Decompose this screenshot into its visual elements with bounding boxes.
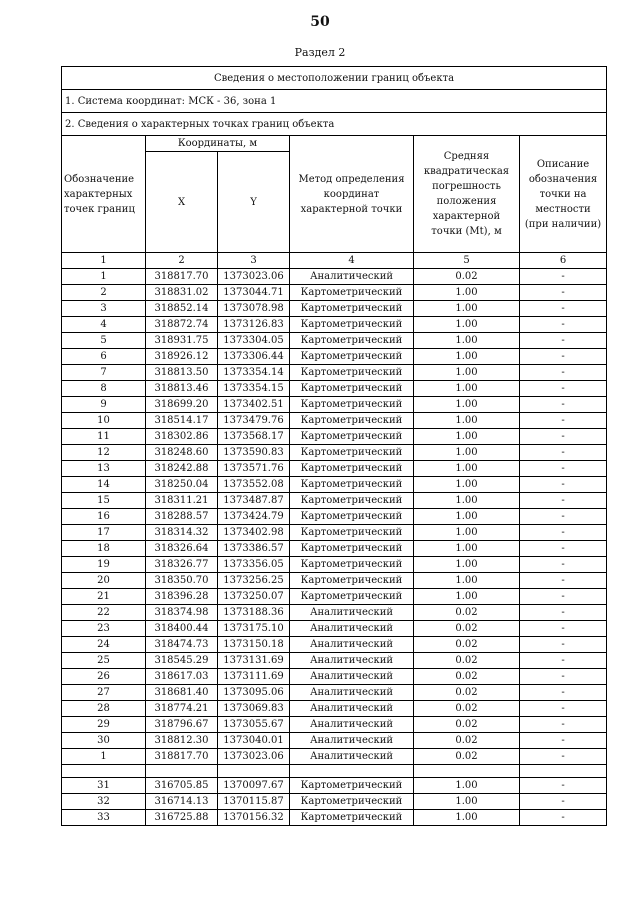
header-point-label: Обозначение характерных точек границ bbox=[62, 136, 146, 253]
table-cell: 1.00 bbox=[414, 301, 520, 317]
table-cell: Картометрический bbox=[290, 365, 414, 381]
table-cell: 318248.60 bbox=[146, 445, 218, 461]
table-cell: 0.02 bbox=[414, 717, 520, 733]
table-cell: Картометрический bbox=[290, 333, 414, 349]
table-cell: 19 bbox=[62, 557, 146, 573]
table-cell: - bbox=[520, 541, 607, 557]
table-cell: 1373111.69 bbox=[218, 669, 290, 685]
table-cell: - bbox=[520, 429, 607, 445]
table-cell: 318813.46 bbox=[146, 381, 218, 397]
table-cell: - bbox=[520, 349, 607, 365]
table-row bbox=[62, 749, 607, 765]
table-cell: - bbox=[520, 701, 607, 717]
table-cell: 0.02 bbox=[414, 749, 520, 765]
column-number: 6 bbox=[520, 253, 607, 269]
table-cell: 318326.77 bbox=[146, 557, 218, 573]
table-cell: Аналитический bbox=[290, 685, 414, 701]
table-cell: Картометрический bbox=[290, 525, 414, 541]
table-cell: 1.00 bbox=[414, 365, 520, 381]
table-cell: Аналитический bbox=[290, 637, 414, 653]
table-cell: 1.00 bbox=[414, 477, 520, 493]
table-cell: Картометрический bbox=[290, 397, 414, 413]
table-cell: 318681.40 bbox=[146, 685, 218, 701]
table-cell: 318813.50 bbox=[146, 365, 218, 381]
table-cell: - bbox=[520, 637, 607, 653]
table-row bbox=[62, 301, 607, 317]
table-row bbox=[62, 349, 607, 365]
table-cell: 15 bbox=[62, 493, 146, 509]
table-cell: 1373250.07 bbox=[218, 589, 290, 605]
table-cell: - bbox=[520, 557, 607, 573]
table-cell: 1.00 bbox=[414, 794, 520, 810]
table-cell: 318831.02 bbox=[146, 285, 218, 301]
empty-cell bbox=[218, 765, 290, 778]
column-number: 2 bbox=[146, 253, 218, 269]
table-cell: 1373306.44 bbox=[218, 349, 290, 365]
table-cell: 0.02 bbox=[414, 733, 520, 749]
table-cell: 0.02 bbox=[414, 685, 520, 701]
table-cell: 1370097.67 bbox=[218, 778, 290, 794]
table-cell: 0.02 bbox=[414, 605, 520, 621]
table-cell: 318514.17 bbox=[146, 413, 218, 429]
table-cell: 9 bbox=[62, 397, 146, 413]
table-cell: Картометрический bbox=[290, 778, 414, 794]
column-number: 3 bbox=[218, 253, 290, 269]
table-cell: 0.02 bbox=[414, 701, 520, 717]
table-cell: Картометрический bbox=[290, 557, 414, 573]
table-cell: 24 bbox=[62, 637, 146, 653]
header-error: Средняя квадратическая погрешность положения характерной точки (Mt), м bbox=[414, 136, 520, 253]
table-cell: 1373356.05 bbox=[218, 557, 290, 573]
table-row bbox=[62, 589, 607, 605]
table-cell: Картометрический bbox=[290, 445, 414, 461]
table-cell: - bbox=[520, 381, 607, 397]
table-cell: - bbox=[520, 445, 607, 461]
table-title: Сведения о местоположении границ объекта bbox=[62, 67, 607, 90]
table-cell: 22 bbox=[62, 605, 146, 621]
table-cell: 318350.70 bbox=[146, 573, 218, 589]
table-cell: 1.00 bbox=[414, 317, 520, 333]
table-row bbox=[62, 669, 607, 685]
table-cell: - bbox=[520, 301, 607, 317]
header-method: Метод определения координат характерной точки bbox=[290, 136, 414, 253]
table-row bbox=[62, 653, 607, 669]
table-cell: 0.02 bbox=[414, 621, 520, 637]
table-cell: 11 bbox=[62, 429, 146, 445]
table-row bbox=[62, 461, 607, 477]
table-cell: 318852.14 bbox=[146, 301, 218, 317]
table-cell: 0.02 bbox=[414, 669, 520, 685]
table-cell: 1373402.98 bbox=[218, 525, 290, 541]
table-row bbox=[62, 509, 607, 525]
table-cell: 1.00 bbox=[414, 397, 520, 413]
table-cell: - bbox=[520, 461, 607, 477]
table-cell: 3 bbox=[62, 301, 146, 317]
table-cell: 1373078.98 bbox=[218, 301, 290, 317]
table-cell: Картометрический bbox=[290, 461, 414, 477]
table-row bbox=[62, 285, 607, 301]
table-cell: 318545.29 bbox=[146, 653, 218, 669]
table-cell: 6 bbox=[62, 349, 146, 365]
column-number: 4 bbox=[290, 253, 414, 269]
table-cell: 0.02 bbox=[414, 269, 520, 285]
table-cell: 318374.98 bbox=[146, 605, 218, 621]
section-title: Раздел 2 bbox=[294, 46, 346, 59]
table-cell: 7 bbox=[62, 365, 146, 381]
table-row bbox=[62, 605, 607, 621]
table-row bbox=[62, 477, 607, 493]
table-cell: Аналитический bbox=[290, 269, 414, 285]
table-cell: 13 bbox=[62, 461, 146, 477]
table-cell: Картометрический bbox=[290, 381, 414, 397]
table-cell: 1.00 bbox=[414, 381, 520, 397]
table-cell: - bbox=[520, 794, 607, 810]
table-cell: 1373402.51 bbox=[218, 397, 290, 413]
empty-cell bbox=[62, 765, 146, 778]
table-row bbox=[62, 333, 607, 349]
coordinate-system: 1. Система координат: МСК - 36, зона 1 bbox=[62, 90, 607, 113]
table-cell: - bbox=[520, 397, 607, 413]
table-cell: 1373069.83 bbox=[218, 701, 290, 717]
table-cell: 10 bbox=[62, 413, 146, 429]
table-cell: 1373571.76 bbox=[218, 461, 290, 477]
table-cell: 318474.73 bbox=[146, 637, 218, 653]
table-cell: 1.00 bbox=[414, 413, 520, 429]
table-row bbox=[62, 269, 607, 285]
table-cell: - bbox=[520, 810, 607, 826]
table-cell: - bbox=[520, 317, 607, 333]
table-row bbox=[62, 365, 607, 381]
table-cell: Аналитический bbox=[290, 621, 414, 637]
table-cell: Картометрический bbox=[290, 413, 414, 429]
table-cell: 318817.70 bbox=[146, 269, 218, 285]
table-cell: Аналитический bbox=[290, 733, 414, 749]
table-cell: 1373552.08 bbox=[218, 477, 290, 493]
table-cell: 316705.85 bbox=[146, 778, 218, 794]
table-cell: 14 bbox=[62, 477, 146, 493]
table-cell: - bbox=[520, 733, 607, 749]
table-row bbox=[62, 685, 607, 701]
table-cell: 1373055.67 bbox=[218, 717, 290, 733]
table-cell: Картометрический bbox=[290, 493, 414, 509]
empty-separator-row bbox=[62, 765, 607, 778]
table-cell: Картометрический bbox=[290, 509, 414, 525]
table-cell: 1373040.01 bbox=[218, 733, 290, 749]
table-cell: 1373479.76 bbox=[218, 413, 290, 429]
table-cell: Картометрический bbox=[290, 429, 414, 445]
table-cell: - bbox=[520, 509, 607, 525]
table-cell: - bbox=[520, 717, 607, 733]
table-cell: 1373131.69 bbox=[218, 653, 290, 669]
table-cell: 1.00 bbox=[414, 461, 520, 477]
table-cell: 1.00 bbox=[414, 541, 520, 557]
table-cell: 1373126.83 bbox=[218, 317, 290, 333]
table-cell: 1370156.32 bbox=[218, 810, 290, 826]
table-cell: 17 bbox=[62, 525, 146, 541]
table-row bbox=[62, 413, 607, 429]
header-coordinates: Координаты, м bbox=[146, 136, 290, 152]
table-row bbox=[62, 717, 607, 733]
table-cell: 1.00 bbox=[414, 333, 520, 349]
table-cell: Картометрический bbox=[290, 810, 414, 826]
table-cell: 1.00 bbox=[414, 429, 520, 445]
table-row bbox=[62, 525, 607, 541]
table-cell: 1373304.05 bbox=[218, 333, 290, 349]
table-cell: 33 bbox=[62, 810, 146, 826]
table-cell: - bbox=[520, 525, 607, 541]
table-cell: 26 bbox=[62, 669, 146, 685]
table-row bbox=[62, 810, 607, 826]
table-cell: 318288.57 bbox=[146, 509, 218, 525]
table-row bbox=[62, 701, 607, 717]
table-row bbox=[62, 621, 607, 637]
table-cell: 4 bbox=[62, 317, 146, 333]
table-cell: 31 bbox=[62, 778, 146, 794]
table-cell: 318931.75 bbox=[146, 333, 218, 349]
table-cell: 318396.28 bbox=[146, 589, 218, 605]
table-cell: - bbox=[520, 778, 607, 794]
header-y: Y bbox=[218, 152, 290, 253]
table-cell: 318302.86 bbox=[146, 429, 218, 445]
table-cell: 1.00 bbox=[414, 557, 520, 573]
page-number: 50 bbox=[310, 14, 330, 30]
table-cell: 318314.32 bbox=[146, 525, 218, 541]
table-cell: Аналитический bbox=[290, 605, 414, 621]
table-cell: 1373424.79 bbox=[218, 509, 290, 525]
table-cell: 318400.44 bbox=[146, 621, 218, 637]
header-description: Описание обозначения точки на местности (при наличии) bbox=[520, 136, 607, 253]
column-number: 5 bbox=[414, 253, 520, 269]
table-cell: 1373386.57 bbox=[218, 541, 290, 557]
table-cell: 21 bbox=[62, 589, 146, 605]
table-cell: 1373590.83 bbox=[218, 445, 290, 461]
table-cell: - bbox=[520, 493, 607, 509]
table-cell: Картометрический bbox=[290, 541, 414, 557]
empty-cell bbox=[290, 765, 414, 778]
table-cell: 318926.12 bbox=[146, 349, 218, 365]
table-cell: 1373175.10 bbox=[218, 621, 290, 637]
table-cell: 1373354.15 bbox=[218, 381, 290, 397]
table-cell: 1370115.87 bbox=[218, 794, 290, 810]
table-cell: 20 bbox=[62, 573, 146, 589]
table-cell: - bbox=[520, 589, 607, 605]
table-cell: 12 bbox=[62, 445, 146, 461]
table-cell: - bbox=[520, 669, 607, 685]
points-subtitle: 2. Сведения о характерных точках границ объекта bbox=[62, 113, 607, 136]
table-cell: 16 bbox=[62, 509, 146, 525]
table-cell: 1373150.18 bbox=[218, 637, 290, 653]
column-number: 1 bbox=[62, 253, 146, 269]
table-cell: 1373487.87 bbox=[218, 493, 290, 509]
table-cell: 1.00 bbox=[414, 285, 520, 301]
table-cell: 30 bbox=[62, 733, 146, 749]
table-cell: 318872.74 bbox=[146, 317, 218, 333]
table-cell: Аналитический bbox=[290, 701, 414, 717]
header-x: X bbox=[146, 152, 218, 253]
table-cell: 18 bbox=[62, 541, 146, 557]
empty-cell bbox=[520, 765, 607, 778]
table-cell: 1373568.17 bbox=[218, 429, 290, 445]
table-row bbox=[62, 778, 607, 794]
table-cell: 8 bbox=[62, 381, 146, 397]
table-cell: 1373044.71 bbox=[218, 285, 290, 301]
table-cell: 316714.13 bbox=[146, 794, 218, 810]
table-cell: 318242.88 bbox=[146, 461, 218, 477]
table-cell: 318617.03 bbox=[146, 669, 218, 685]
table-cell: 0.02 bbox=[414, 637, 520, 653]
table-cell: Картометрический bbox=[290, 301, 414, 317]
table-cell: 25 bbox=[62, 653, 146, 669]
table-cell: Аналитический bbox=[290, 749, 414, 765]
table-cell: 1.00 bbox=[414, 810, 520, 826]
table-row bbox=[62, 429, 607, 445]
table-cell: 1 bbox=[62, 749, 146, 765]
table-cell: - bbox=[520, 685, 607, 701]
table-row bbox=[62, 381, 607, 397]
table-cell: - bbox=[520, 477, 607, 493]
table-cell: Картометрический bbox=[290, 794, 414, 810]
table-cell: Картометрический bbox=[290, 285, 414, 301]
table-cell: 0.02 bbox=[414, 653, 520, 669]
table-row bbox=[62, 541, 607, 557]
table-row bbox=[62, 794, 607, 810]
table-cell: Картометрический bbox=[290, 349, 414, 365]
table-row bbox=[62, 397, 607, 413]
table-cell: 1.00 bbox=[414, 525, 520, 541]
table-cell: - bbox=[520, 573, 607, 589]
table-cell: 32 bbox=[62, 794, 146, 810]
table-cell: - bbox=[520, 285, 607, 301]
table-row bbox=[62, 637, 607, 653]
table-cell: Картометрический bbox=[290, 317, 414, 333]
boundary-points-table bbox=[61, 66, 607, 826]
table-cell: 1.00 bbox=[414, 589, 520, 605]
table-cell: 29 bbox=[62, 717, 146, 733]
table-row bbox=[62, 493, 607, 509]
table-cell: 28 bbox=[62, 701, 146, 717]
table-cell: 316725.88 bbox=[146, 810, 218, 826]
table-cell: 318812.30 bbox=[146, 733, 218, 749]
table-cell: 23 bbox=[62, 621, 146, 637]
table-cell: 1.00 bbox=[414, 573, 520, 589]
table-cell: 318326.64 bbox=[146, 541, 218, 557]
table-cell: 318311.21 bbox=[146, 493, 218, 509]
table-cell: 1.00 bbox=[414, 778, 520, 794]
table-cell: Аналитический bbox=[290, 717, 414, 733]
table-cell: - bbox=[520, 621, 607, 637]
table-cell: 318250.04 bbox=[146, 477, 218, 493]
table-cell: Картометрический bbox=[290, 589, 414, 605]
table-cell: - bbox=[520, 269, 607, 285]
table-cell: Аналитический bbox=[290, 653, 414, 669]
empty-cell bbox=[414, 765, 520, 778]
table-cell: 318796.67 bbox=[146, 717, 218, 733]
table-row bbox=[62, 557, 607, 573]
table-cell: 1373256.25 bbox=[218, 573, 290, 589]
table-cell: - bbox=[520, 413, 607, 429]
table-cell: 2 bbox=[62, 285, 146, 301]
table-cell: 1.00 bbox=[414, 509, 520, 525]
table-cell: 1.00 bbox=[414, 493, 520, 509]
table-cell: Аналитический bbox=[290, 669, 414, 685]
table-cell: 5 bbox=[62, 333, 146, 349]
table-cell: 1 bbox=[62, 269, 146, 285]
table-cell: Картометрический bbox=[290, 477, 414, 493]
table-cell: 1373095.06 bbox=[218, 685, 290, 701]
table-cell: 1.00 bbox=[414, 349, 520, 365]
table-cell: - bbox=[520, 749, 607, 765]
table-cell: 1373354.14 bbox=[218, 365, 290, 381]
table-cell: 1.00 bbox=[414, 445, 520, 461]
table-cell: 1373023.06 bbox=[218, 749, 290, 765]
table-cell: - bbox=[520, 605, 607, 621]
table-cell: 27 bbox=[62, 685, 146, 701]
table-row bbox=[62, 573, 607, 589]
table-row bbox=[62, 733, 607, 749]
table-cell: 318817.70 bbox=[146, 749, 218, 765]
table-cell: 318699.20 bbox=[146, 397, 218, 413]
empty-cell bbox=[146, 765, 218, 778]
table-row bbox=[62, 445, 607, 461]
table-cell: 318774.21 bbox=[146, 701, 218, 717]
table-cell: - bbox=[520, 333, 607, 349]
table-cell: Картометрический bbox=[290, 573, 414, 589]
table-cell: - bbox=[520, 653, 607, 669]
table-row bbox=[62, 317, 607, 333]
table-cell: - bbox=[520, 365, 607, 381]
table-cell: 1373188.36 bbox=[218, 605, 290, 621]
table-cell: 1373023.06 bbox=[218, 269, 290, 285]
